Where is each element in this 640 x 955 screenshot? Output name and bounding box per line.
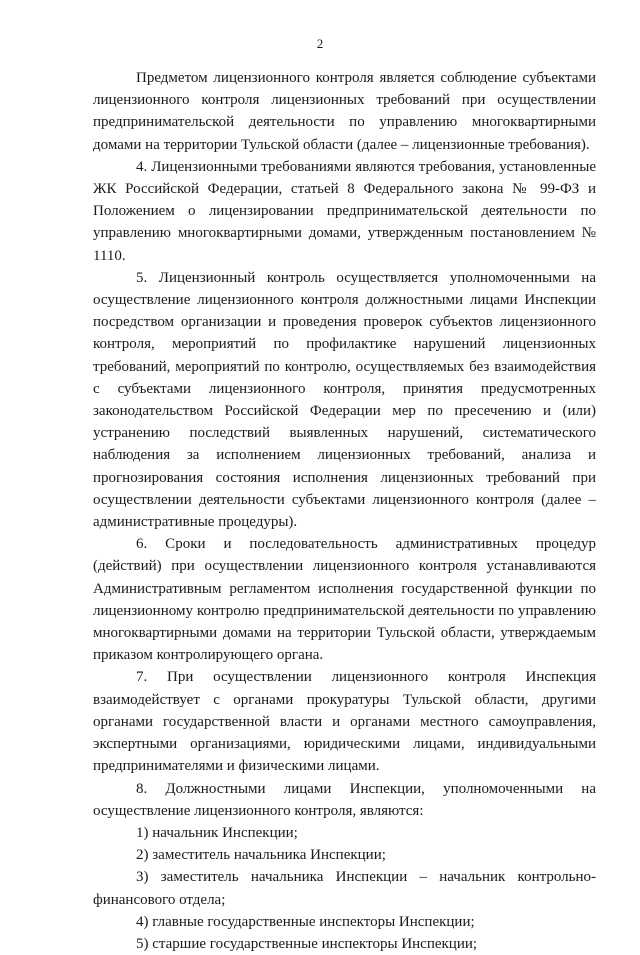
paragraph-8-authorized-officials: 8. Должностными лицами Инспекции, уполномоченными на осуществление лицензионного контроля, являются: bbox=[93, 780, 596, 819]
list-item: 3) заместитель начальника Инспекции – начальник контрольно-финансового отдела; bbox=[93, 869, 596, 908]
paragraph-7-interaction: 7. При осуществлении лицензионного контроля Инспекция взаимодействует с органами прокуратуры Тульской области, другими органами государственной власти и органами местного самоуправления, экспертными организациями, юридическими лицами, индивидуальными предпринимателями и физическими лицами. bbox=[93, 669, 596, 775]
paragraph-5-license-control: 5. Лицензионный контроль осуществляется уполномоченными на осуществление лицензионного контроля должностными лицами Инспекции посредством организации и проведения проверок субъектов лицензионного контроля, мероприятий по профилактике нарушений лицензионных требований, мероприятий по контролю, осуществляемых без взаимодействия с субъектами лицензионного контроля, принятия предусмотренных законодательством Российской Федерации мер по пресечению и (или) устранению последствий выявленных нарушений, систематического наблюдения за исполнением лицензионных требований, анализа и прогнозирования состояния исполнения лицензионных требований при осуществлении деятельности субъектами лицензионного контроля (далее – административные процедуры). bbox=[93, 269, 596, 531]
page-number: 2 bbox=[316, 36, 324, 51]
list-item: 5) старшие государственные инспекторы Инспекции; bbox=[136, 935, 478, 952]
paragraph-4-license-requirements: 4. Лицензионными требованиями являются требования, установленные ЖК Российской Федерации, статьей 8 Федерального закона № 99-ФЗ и Положением о лицензировании предпринимательской деятельности по управлению многоквартирными домами, утвержденным постановлением № 1110. bbox=[93, 158, 596, 264]
list-item: 4) главные государственные инспекторы Инспекции; bbox=[136, 913, 475, 930]
document-body bbox=[93, 67, 596, 955]
paragraph-subject-of-control: Предметом лицензионного контроля является соблюдение субъектами лицензионного контроля лицензионных требований при осуществлении предпринимательской деятельности по управлению многоквартирными домами на территории Тульской области (далее – лицензионные требования). bbox=[93, 70, 596, 153]
list-item: 2) заместитель начальника Инспекции; bbox=[136, 847, 386, 864]
list-item: 1) начальник Инспекции; bbox=[136, 824, 298, 841]
paragraph-6-procedure-terms: 6. Сроки и последовательность административных процедур (действий) при осуществлении лицензионного контроля устанавливаются Административным регламентом исполнения государственной функции по лицензионному контролю предпринимательской деятельности по управлению многоквартирными домами на территории Тульской области, утверждаемым приказом контролирующего органа. bbox=[93, 536, 596, 664]
